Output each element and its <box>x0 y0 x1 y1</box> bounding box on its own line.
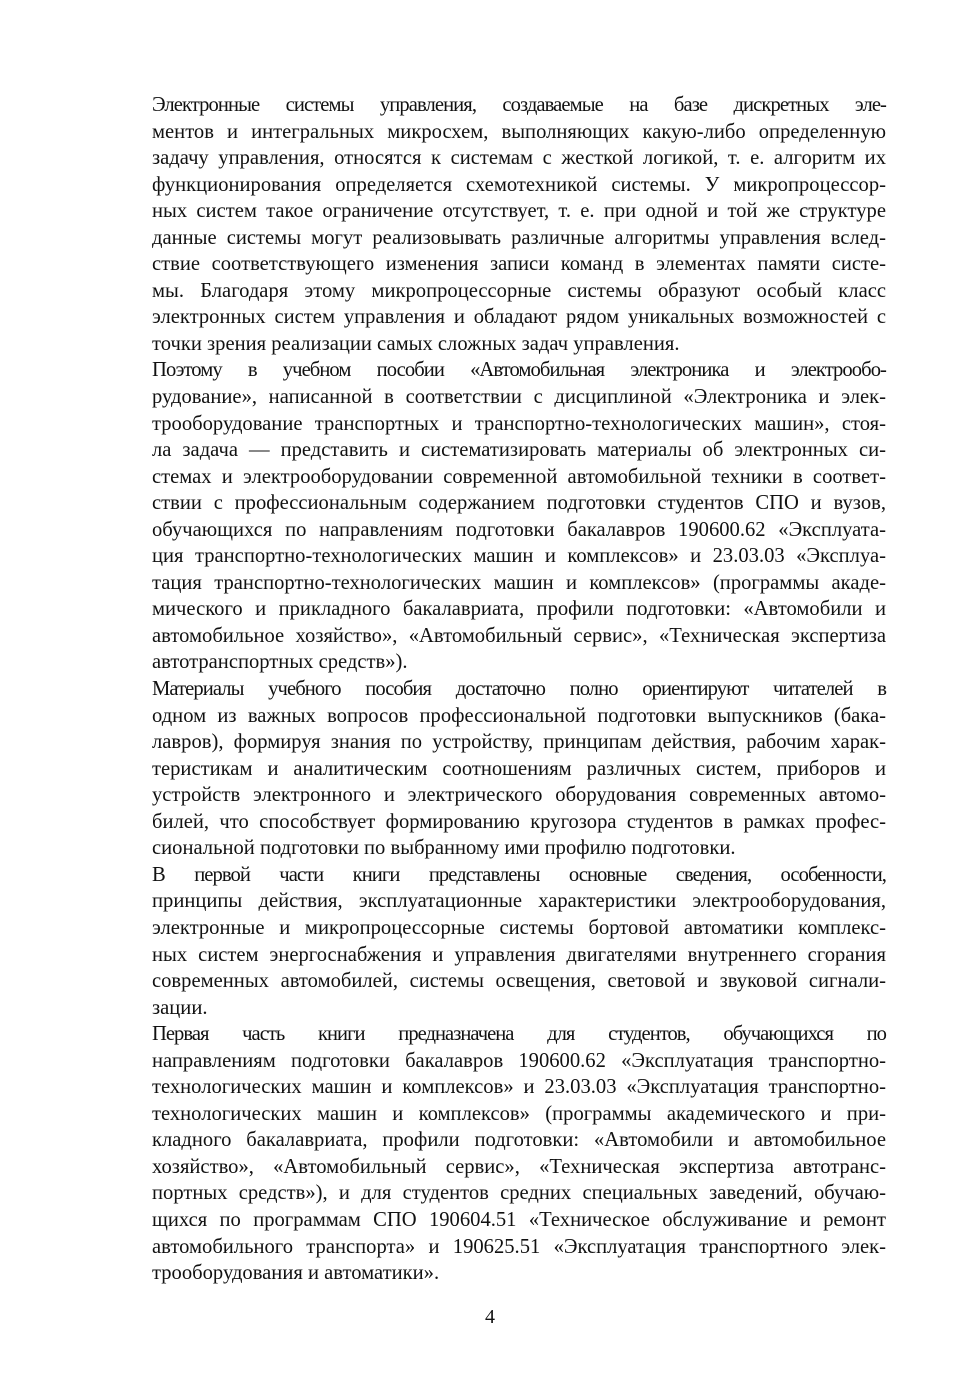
text-line: одном из важных вопросов профессиональной подготовки выпускников (бака- <box>152 704 886 727</box>
text-line: билей, что способствует формированию кругозора студентов в рамках профес- <box>152 810 886 833</box>
text-line: щихся по программам СПО 190604.51 «Техническое обслуживание и ремонт <box>152 1208 886 1231</box>
text-line: данные системы могут реализовывать различные алгоритмы управления вслед- <box>152 226 886 249</box>
text-line: функционирования определяется схемотехникой системы. У микропроцессор- <box>152 173 886 196</box>
paragraph <box>94 1021 886 1286</box>
text-line: электронные и микропроцессорные системы бортовой автоматики комплекс- <box>152 916 886 939</box>
text-line: лавров), формируя знания по устройству, принципам действия, рабочим харак- <box>152 731 886 754</box>
text-line: точки зрения реализации самых сложных задач управления. <box>152 332 680 355</box>
text-line: ных систем такое ограничение отсутствует, т. е. при одной и той же структуре <box>152 200 886 223</box>
page-body <box>94 92 886 1287</box>
paragraphs <box>94 92 886 1287</box>
text-line: мического и прикладного бакалавриата, профили подготовки: «Автомобили и <box>152 598 886 621</box>
text-line: мы. Благодаря этому микропроцессорные системы образуют особый класс <box>152 279 886 302</box>
text-line: рудование», написанной в соответствии с дисциплиной «Электроника и элек- <box>152 386 886 409</box>
text-line: портных средств»), и для студентов средних специальных заведений, обучаю- <box>152 1182 886 1205</box>
text-line: ция транспортно-технологических машин и комплексов» и 23.03.03 «Эксплуа- <box>152 545 886 568</box>
paragraph <box>94 862 886 1021</box>
text-line: направлениям подготовки бакалавров 190600.62 «Эксплуатация транспортно- <box>152 1049 886 1072</box>
text-line: хозяйство», «Автомобильный сервис», «Техническая экспертиза автотранс- <box>152 1155 886 1178</box>
text-line: трооборудование транспортных и транспортно-технологических машин», стоя- <box>152 412 886 435</box>
text-line: обучающихся по направлениям подготовки бакалавров 190600.62 «Эксплуата- <box>152 518 886 541</box>
text-line: трооборудования и автоматики». <box>152 1262 440 1285</box>
text-line: автомобильное хозяйство», «Автомобильный сервис», «Техническая экспертиза <box>152 624 886 647</box>
text-line: технологических машин и комплексов» и 23.03.03 «Эксплуатация транспортно- <box>152 1076 886 1099</box>
text-line: стемах и электрооборудовании современной автомобильной техники в соответ- <box>152 465 886 488</box>
text-line: ствие соответствующего изменения записи команд в элементах памяти систе- <box>152 253 886 276</box>
text-line: электронных систем управления и обладают рядом уникальных возможностей с <box>152 306 886 329</box>
text-line: ла задача — представить и систематизировать материалы об электронных си- <box>152 439 886 462</box>
text-line: тация транспортно-технологических машин и комплексов» (программы акаде- <box>152 571 886 594</box>
text-line: зации. <box>152 996 208 1019</box>
text-line: кладного бакалавриата, профили подготовки: «Автомобили и автомобильное <box>152 1129 886 1152</box>
text-line: принципы действия, эксплуатационные характеристики электрооборудования, <box>152 890 886 913</box>
paragraph <box>94 92 886 357</box>
text-line: задачу управления, относятся к системам с жесткой логикой, т. е. алгоритм их <box>152 147 886 170</box>
text-line: автомобильного транспорта» и 190625.51 «Эксплуатация транспортного элек- <box>152 1235 886 1258</box>
text-line: ментов и интегральных микросхем, выполняющих какую-либо определенную <box>152 120 886 143</box>
text-line: Поэтому в учебном пособии «Автомобильная электроника и электрообо- <box>152 359 886 382</box>
text-line: устройств электронного и электрического оборудования современных автомо- <box>152 784 886 807</box>
text-line: Материалы учебного пособия достаточно полно ориентируют читателей в <box>152 678 886 701</box>
page-number: 4 <box>485 1306 495 1328</box>
paragraph <box>94 357 886 676</box>
text-line: технологических машин и комплексов» (программы академического и при- <box>152 1102 886 1125</box>
text-line: ствии с профессиональным содержанием подготовки студентов СПО и вузов, <box>152 492 886 515</box>
text-line: ных систем энергоснабжения и управления двигателями внутреннего сгорания <box>152 943 886 966</box>
text-line: автотранспортных средств»). <box>152 651 408 674</box>
text-line: современных автомобилей, системы освещения, световой и звуковой сигнали- <box>152 970 886 993</box>
paragraph <box>94 676 886 862</box>
text-line: В первой части книги представлены основные сведения, особенности, <box>152 863 886 886</box>
text-line: Электронные системы управления, создаваемые на базе дискретных эле- <box>152 94 886 116</box>
text-line: теристикам и аналитическим соотношениям различных систем, приборов и <box>152 757 886 780</box>
text-line: Первая часть книги предназначена для студентов, обучающихся по <box>152 1023 886 1046</box>
text-line: сиональной подготовки по выбранному ими профилю подготовки. <box>152 837 736 860</box>
